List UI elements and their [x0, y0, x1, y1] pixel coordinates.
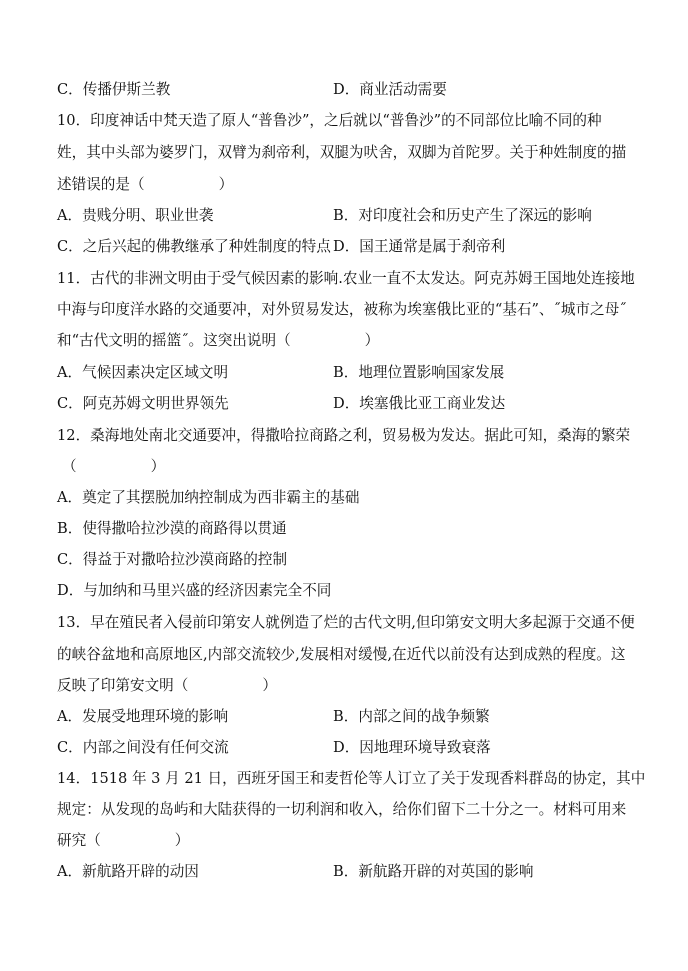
- q10-option-d: D．国王通常是属于刹帝利: [333, 238, 506, 255]
- q13-stem-line-2: 的峡谷盆地和高原地区,内部交流较少,发展相对缓慢,在近代以前没有达到成熟的程度。这: [57, 646, 626, 663]
- q9-option-d: D．商业活动需要: [333, 81, 447, 98]
- q12-option-a: A．奠定了其摆脱加纳控制成为西非霸主的基础: [57, 489, 360, 506]
- q12-option-c: C．得益于对撒哈拉沙漠商路的控制: [57, 551, 288, 568]
- q14-stem-line-1: 14．1518 年 3 月 21 日，西班牙国王和麦哲伦等人订立了关于发现香料群岛的协定，其中: [57, 770, 646, 787]
- q10-stem-line-3: 述错误的是（ ）: [57, 176, 234, 193]
- q13-option-a: A．发展受地理环境的影响: [57, 708, 229, 725]
- q12-option-b: B．使得撒哈拉沙漠的商路得以贯通: [57, 520, 287, 537]
- q13-option-c: C．内部之间没有任何交流: [57, 739, 229, 756]
- q12-stem-line-2: （ ）: [62, 458, 166, 475]
- q11-option-a: A．气候因素决定区域文明: [57, 364, 229, 381]
- q9-option-c: C．传播伊斯兰教: [57, 81, 171, 98]
- q10-stem-line-1: 10．印度神话中梵天造了原人“普鲁沙”，之后就以“普鲁沙”的不同部位比喻不同的种: [57, 112, 602, 129]
- q11-option-d: D．埃塞俄比亚工商业发达: [333, 395, 506, 412]
- q13-option-d: D．因地理环境导致衰落: [333, 739, 491, 756]
- q12-option-d: D．与加纳和马里兴盛的经济因素完全不同: [57, 582, 332, 599]
- q12-stem-line-1: 12．桑海地处南北交通要冲，得撒哈拉商路之利，贸易极为发达。据此可知，桑海的繁荣: [57, 427, 631, 444]
- q14-stem-line-2: 规定：从发现的岛屿和大陆获得的一切利润和收入，给你们留下二十分之一。材料可用来: [57, 801, 627, 818]
- q14-stem-line-3: 研究（ ）: [57, 832, 190, 849]
- q14-option-a: A．新航路开辟的动因: [57, 863, 199, 880]
- q10-option-a: A．贵贱分明、职业世袭: [57, 207, 214, 224]
- q10-option-b: B．对印度社会和历史产生了深远的影响: [333, 207, 592, 224]
- q11-option-b: B．地理位置影响国家发展: [333, 364, 505, 381]
- q13-option-b: B．内部之间的战争频繁: [333, 708, 490, 725]
- q11-stem-line-1: 11．古代的非洲文明由于受气候因素的影响.农业一直不太发达。阿克苏姆王国地处连接地: [57, 270, 635, 287]
- q10-option-c: C．之后兴起的佛教继承了种姓制度的特点: [57, 238, 331, 255]
- q13-stem-line-1: 13．早在殖民者入侵前印第安人就例造了烂的古代文明,但印第安文明大多起源于交通不便: [57, 614, 635, 631]
- q13-stem-line-3: 反映了印第安文明（ ）: [57, 677, 277, 694]
- q11-stem-line-2: 中海与印度洋水路的交通要冲，对外贸易发达，被称为埃塞俄比亚的“基石”、˝城市之母˝: [57, 301, 627, 318]
- q14-option-b: B．新航路开辟的对英国的影响: [333, 863, 534, 880]
- q11-stem-line-3: 和“古代文明的摇篮˝。这突出说明（ ）: [57, 332, 380, 349]
- q11-option-c: C．阿克苏姆文明世界领先: [57, 395, 229, 412]
- q10-stem-line-2: 姓，其中头部为婆罗门，双臂为刹帝利，双腿为吠舍，双脚为首陀罗。关于种姓制度的描: [57, 144, 627, 161]
